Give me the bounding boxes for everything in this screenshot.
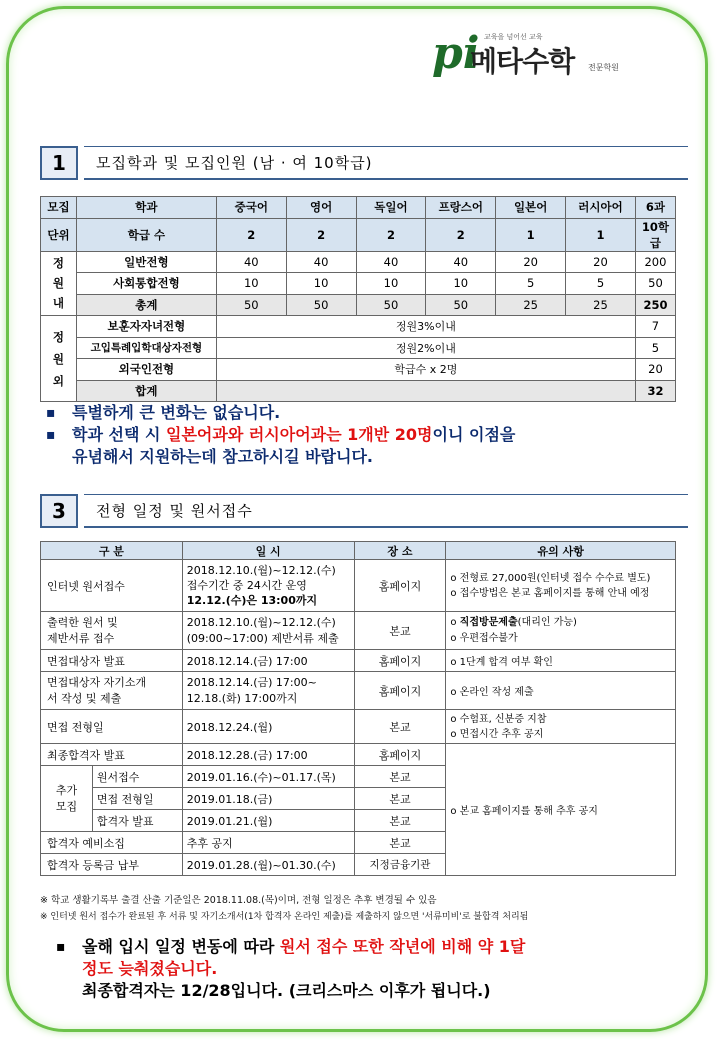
table-row: 면접 전형일 2019.01.18.(금) 본교: [41, 788, 676, 810]
table-row: 면접 전형일 2018.12.24.(월) 본교 o 수험표, 신분증 지참 o 면접시간 추후 공지: [41, 710, 676, 744]
table-row: 추가 모집 원서접수 2019.01.16.(수)~01.17.(목) 본교: [41, 766, 676, 788]
section-1-notes: [46, 402, 515, 468]
dept-cell: 일본어: [496, 197, 566, 219]
bullet-continuation: 유념해서 지원하는데 참고하시길 바랍니다.: [72, 447, 373, 466]
logo-name: 메타수학: [470, 45, 575, 78]
merged-note: o 본교 홈페이지를 통해 추후 공지: [446, 744, 676, 876]
footnote: ※ 학교 생활기록부 출결 산출 기준일은 2018.11.08.(목)이며, 전형 일정은 추후 변경될 수 있음: [40, 895, 437, 906]
table-row: 인터넷 원서접수 2018.12.10.(월)~12.12.(수) 접수기간 중 24시간 운영 12.12.(수)은 13:00까지 홈페이지 o 전형료 27,000원(인터넷 접수 수수료 별도) o 접수방법은 본교 홈페이지를 통해 안내 예정: [41, 560, 676, 612]
divider: [84, 526, 688, 528]
header-cell: 학과: [76, 197, 216, 219]
row-label: 고입특례입학대상자전형: [76, 337, 216, 359]
extra-recruit-label: 추가 모집: [41, 766, 93, 832]
section-1-header: [40, 146, 688, 182]
header-cell: 단위: [41, 218, 77, 251]
class-cell: 2: [286, 218, 356, 251]
footnotes: [40, 892, 528, 926]
header-cell: 모집: [41, 197, 77, 219]
dept-cell: 영어: [286, 197, 356, 219]
class-cell: 2: [426, 218, 496, 251]
dept-cell: 프랑스어: [426, 197, 496, 219]
table-row: 정 원 내 일반전형 40 40 40 40 20 20 200: [41, 251, 676, 273]
bullet-item: ▪ 올해 입시 일정 변동에 따라 원서 접수 또한 작년에 비해 약 1달: [56, 936, 525, 958]
header-cell: 장 소: [354, 542, 446, 560]
section-number: 3: [40, 494, 78, 528]
table-row: 합격자 예비소집 추후 공지 본교: [41, 832, 676, 854]
table-row: 사회통합전형 10 10 10 10 5 5 50: [41, 273, 676, 295]
header-cell: 구 분: [41, 542, 183, 560]
table-row: 합계 32: [41, 380, 676, 402]
row-label: 보훈자자녀전형: [76, 316, 216, 338]
dept-cell: 독일어: [356, 197, 426, 219]
table-row: 고입특례입학대상자전형 정원2%이내 5: [41, 337, 676, 359]
logo-subtitle: 전문학원: [588, 63, 619, 72]
in-quota-label: 정 원 내: [41, 251, 77, 316]
row-label: 사회통합전형: [76, 273, 216, 295]
table-row: [41, 218, 676, 251]
class-cell: 1: [566, 218, 636, 251]
table-row: 출력한 원서 및 제반서류 접수 2018.12.10.(월)~12.12.(수) (09:00~17:00) 제반서류 제출 본교 o 직접방문제출(대리인 가능) o 우편접수불가: [41, 612, 676, 650]
divider: [84, 146, 688, 147]
class-cell: 2: [216, 218, 286, 251]
divider: [84, 494, 688, 495]
section-title: 모집학과 및 모집인원 (남 · 여 10학급): [96, 154, 373, 172]
out-quota-label: 정 원 외: [41, 316, 77, 402]
table-row: [41, 542, 676, 560]
class-cell: 1: [496, 218, 566, 251]
class-cell: 10학급: [635, 218, 675, 251]
table-row: 면접대상자 자기소개 서 작성 및 제출 2018.12.14.(금) 17:00~ 12.18.(화) 17:00까지 홈페이지 o 온라인 작성 제출: [41, 672, 676, 710]
table-row: 총계 50 50 50 50 25 25 250: [41, 294, 676, 316]
section-3-header: [40, 494, 688, 530]
section-title: 전형 일정 및 원서접수: [96, 502, 253, 520]
academy-logo: [432, 28, 642, 84]
class-cell: 2: [356, 218, 426, 251]
dept-cell: 중국어: [216, 197, 286, 219]
table-row: 외국인전형 학급수 x 2명 20: [41, 359, 676, 381]
dept-cell: 러시아어: [566, 197, 636, 219]
section-number: 1: [40, 146, 78, 180]
dept-cell: 6과: [635, 197, 675, 219]
header-cell: 학급 수: [76, 218, 216, 251]
section-3-notes: [56, 936, 525, 1002]
logo-mark: pi: [432, 28, 480, 79]
bullet-item: 최종합격자는 12/28입니다. (크리스마스 이후가 됩니다.): [82, 981, 491, 1000]
admission-quota-table: [40, 196, 676, 402]
row-label: 일반전형: [76, 251, 216, 273]
row-label: 총계: [76, 294, 216, 316]
table-row: 면접대상자 발표 2018.12.14.(금) 17:00 홈페이지 o 1단계 합격 여부 확인: [41, 650, 676, 672]
row-label: 합계: [76, 380, 216, 402]
table-row: 합격자 등록금 납부 2019.01.28.(월)~01.30.(수) 지정금융기관: [41, 854, 676, 876]
logo-tagline: 교육을 넘어선 교육: [484, 33, 543, 41]
divider: [84, 178, 688, 180]
header-cell: 유의 사항: [446, 542, 676, 560]
bullet-item: ▪ 학과 선택 시 일본어과와 러시아어과는 1개반 20명이니 이점을: [46, 424, 515, 446]
table-row: 합격자 발표 2019.01.21.(월) 본교: [41, 810, 676, 832]
header-cell: 일 시: [182, 542, 354, 560]
row-label: 외국인전형: [76, 359, 216, 381]
table-row: 정 원 외 보훈자자녀전형 정원3%이내 7: [41, 316, 676, 338]
bullet-item: ▪ 특별하게 큰 변화는 없습니다.: [46, 402, 515, 424]
bullet-continuation: 정도 늦춰졌습니다.: [82, 959, 218, 978]
schedule-table: [40, 541, 676, 876]
footnote: ※ 인터넷 원서 접수가 완료된 후 서류 및 자기소개서(1차 합격자 온라인 제출)를 제출하지 않으면 '서류미비'로 불합격 처리됨: [40, 912, 529, 922]
table-row: 최종합격자 발표 2018.12.28.(금) 17:00 홈페이지 o 본교 홈페이지를 통해 추후 공지: [41, 744, 676, 766]
table-row: [41, 197, 676, 219]
